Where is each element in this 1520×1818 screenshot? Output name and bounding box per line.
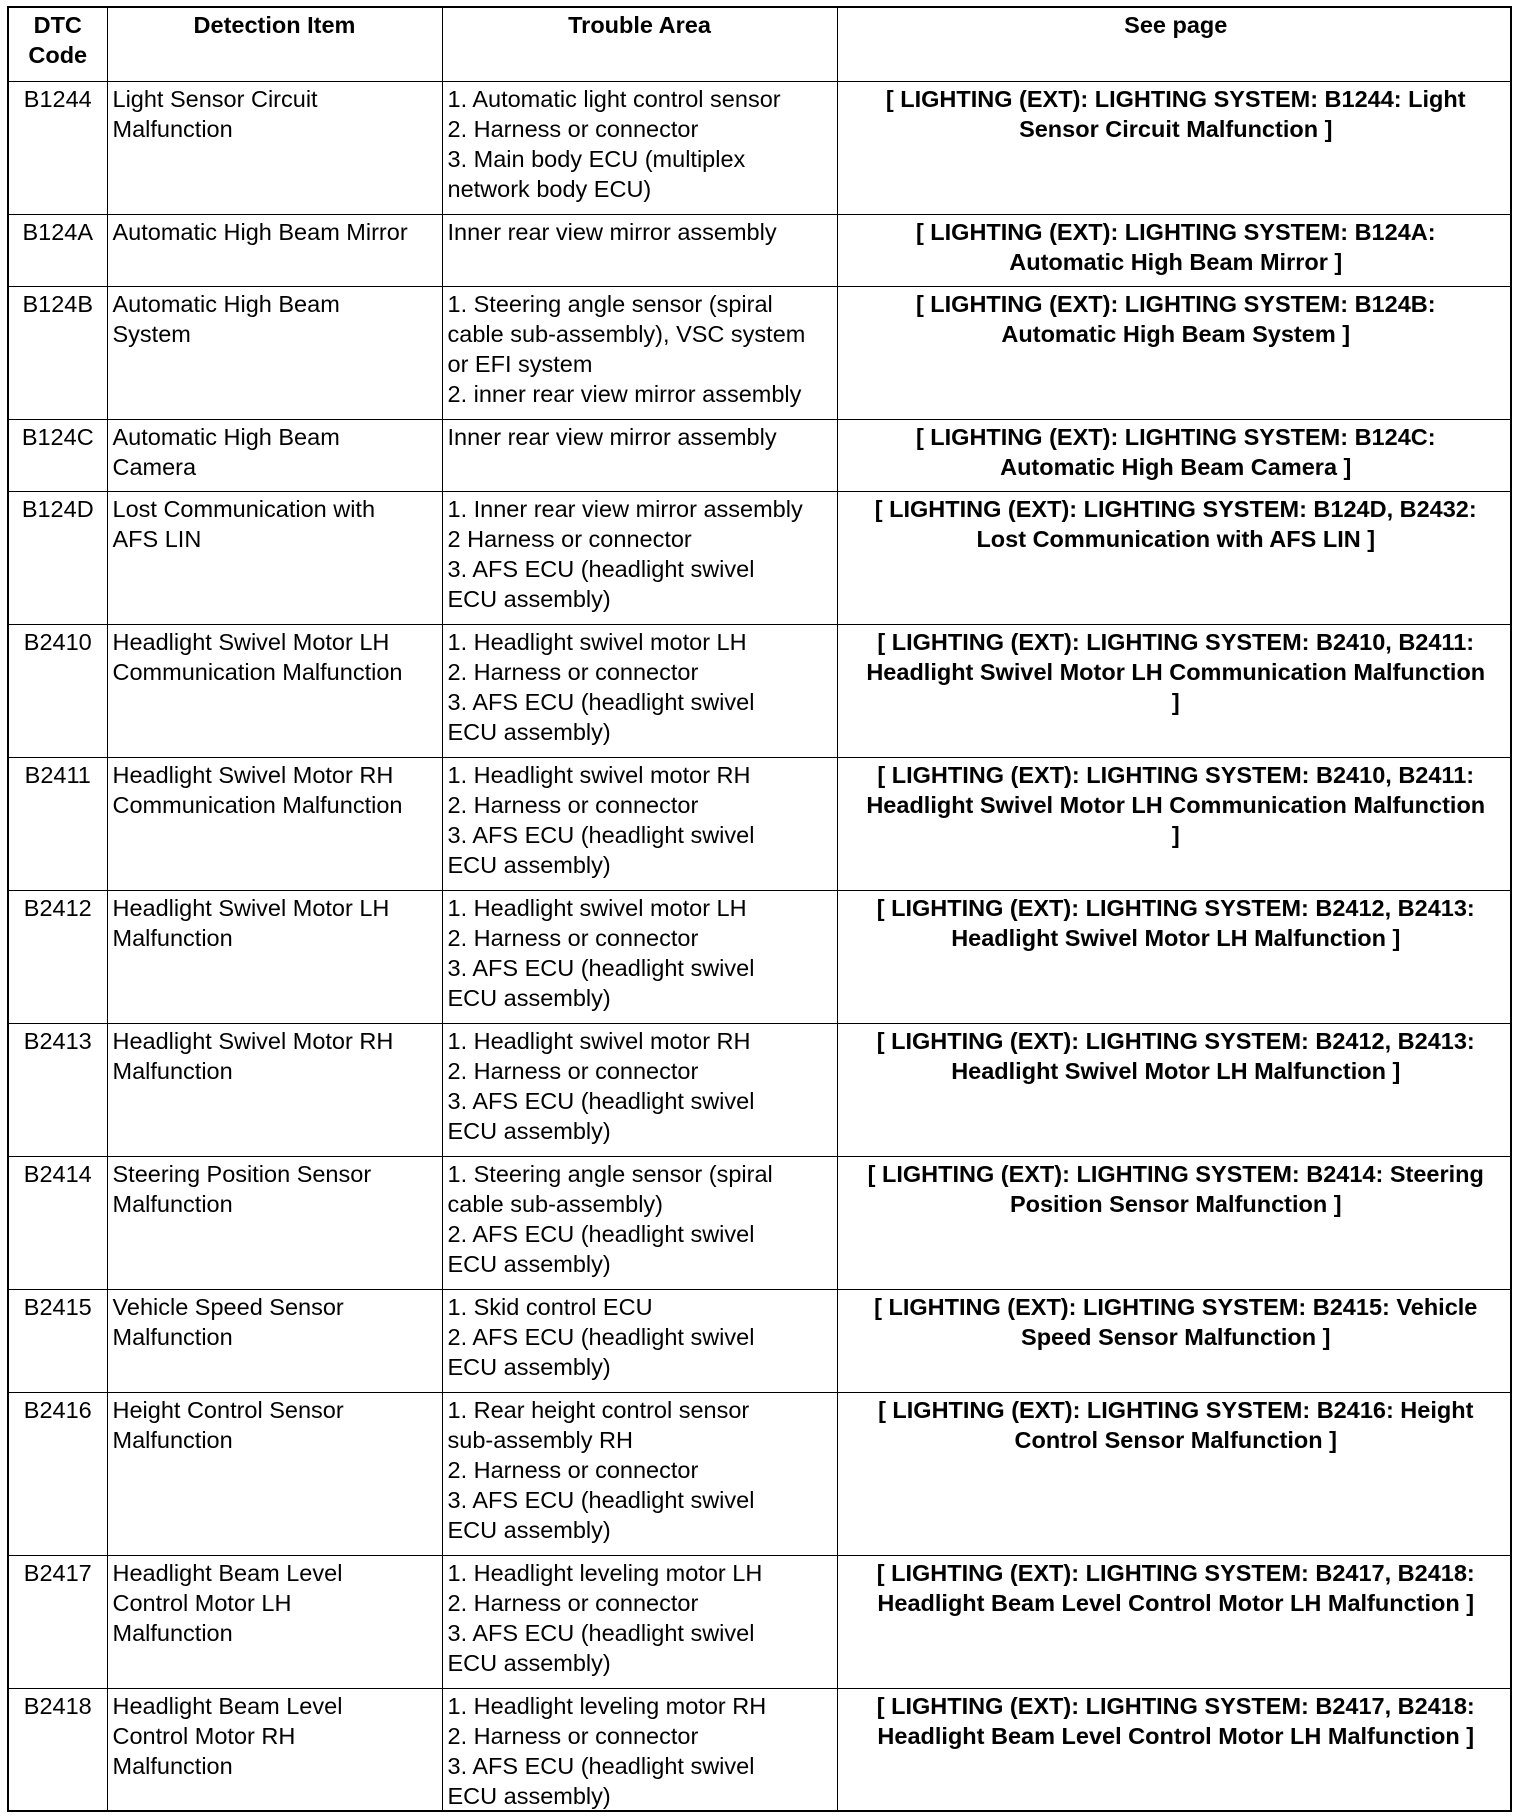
detection-item-cell-line: Malfunction [112,1323,233,1350]
see-page-cell-line: [ LIGHTING (EXT): LIGHTING SYSTEM: B2416: Height [878,1396,1474,1423]
dtc-code-cell: B2411 [9,757,107,890]
trouble-area-cell-line: 1. Steering angle sensor (spiral [447,290,773,317]
trouble-area-cell-line: 1. Headlight swivel motor RH [447,1027,751,1054]
trouble-area-cell-line: 3. AFS ECU (headlight swivel [447,1486,755,1513]
trouble-area-cell [442,81,837,214]
detection-item-cell-line: Lost Communication with [112,495,376,522]
detection-item-cell-line: Automatic High Beam Mirror [112,218,408,245]
see-page-cell [837,491,1512,624]
see-page-cell [837,757,1512,890]
trouble-area-cell [442,1023,837,1156]
detection-item-cell [107,757,442,890]
trouble-area-cell-line: 1. Rear height control sensor [447,1396,750,1423]
see-page-cell-line: Sensor Circuit Malfunction ] [1019,115,1333,142]
trouble-area-cell-line: ECU assembly) [447,1250,611,1277]
see-page-cell-line: [ LIGHTING (EXT): LIGHTING SYSTEM: B2410, B2411: [877,628,1475,655]
trouble-area-cell-line: ECU assembly) [447,585,611,612]
trouble-area-cell-line: ECU assembly) [447,1353,611,1380]
table-row [9,757,1512,890]
trouble-area-cell [442,419,837,491]
dtc-code-cell: B2412 [9,890,107,1023]
detection-item-cell [107,1289,442,1392]
trouble-area-cell-line: 2. Harness or connector [447,924,699,951]
table-row [9,890,1512,1023]
trouble-area-cell [442,286,837,419]
see-page-cell-line: Automatic High Beam System ] [1001,320,1351,347]
detection-item-cell-line: Control Motor RH [112,1722,296,1749]
trouble-area-cell-line: 1. Headlight swivel motor LH [447,628,747,655]
detection-item-cell [107,1023,442,1156]
see-page-cell-line: Automatic High Beam Camera ] [1000,453,1352,480]
see-page-cell-line: [ LIGHTING (EXT): LIGHTING SYSTEM: B2417, B2418: [876,1692,1475,1719]
detection-item-cell-line: System [112,320,191,347]
detection-item-cell-line: Steering Position Sensor [112,1160,372,1187]
see-page-cell [837,1688,1512,1812]
trouble-area-cell-line: 3. AFS ECU (headlight swivel [447,1087,755,1114]
detection-item-cell-line: Headlight Swivel Motor RH [112,761,394,788]
detection-item-cell-line: Headlight Swivel Motor LH [112,628,390,655]
trouble-area-cell-line: 3. AFS ECU (headlight swivel [447,1619,755,1646]
trouble-area-cell-line: 2. Harness or connector [447,1456,699,1483]
trouble-area-cell-line: ECU assembly) [447,984,611,1011]
see-page-cell [837,890,1512,1023]
detection-item-cell [107,419,442,491]
trouble-area-cell-line: 2. AFS ECU (headlight swivel [447,1323,755,1350]
trouble-area-cell [442,214,837,286]
trouble-area-cell [442,890,837,1023]
trouble-area-cell-line: 1. Skid control ECU [447,1293,653,1320]
trouble-area-cell-line: Inner rear view mirror assembly [447,423,777,450]
trouble-area-cell-line: 3. AFS ECU (headlight swivel [447,954,755,981]
detection-item-cell-line: Headlight Swivel Motor LH [112,894,390,921]
table-header-row [9,8,1512,81]
trouble-area-cell-line: 2. Harness or connector [447,791,699,818]
see-page-cell-line: [ LIGHTING (EXT): LIGHTING SYSTEM: B124C: [915,423,1436,450]
trouble-area-cell [442,1392,837,1555]
see-page-cell-line: Headlight Beam Level Control Motor LH Malfunction ] [877,1722,1475,1749]
trouble-area-cell-line: 3. AFS ECU (headlight swivel [447,688,755,715]
see-page-cell-line: [ LIGHTING (EXT): LIGHTING SYSTEM: B124A: [915,218,1436,245]
trouble-area-cell-line: cable sub-assembly), VSC system [447,320,806,347]
table-row [9,419,1512,491]
detection-item-cell-line: Malfunction [112,115,233,142]
see-page-cell [837,1023,1512,1156]
dtc-code-cell: B2415 [9,1289,107,1392]
dtc-code-cell: B124A [9,214,107,286]
see-page-cell-line: ] [1171,821,1180,848]
trouble-area-cell-line: 2. inner rear view mirror assembly [447,380,802,407]
detection-item-cell-line: Automatic High Beam [112,423,340,450]
dtc-code-cell: B124C [9,419,107,491]
detection-item-cell [107,890,442,1023]
detection-item-cell-line: Control Motor LH [112,1589,292,1616]
detection-item-cell-line: Headlight Beam Level [112,1559,343,1586]
table-row [9,214,1512,286]
detection-item-cell-line: Vehicle Speed Sensor [112,1293,344,1320]
trouble-area-cell [442,1289,837,1392]
trouble-area-cell-line: network body ECU) [447,175,652,202]
see-page-cell-line: Headlight Swivel Motor LH Malfunction ] [951,924,1401,951]
trouble-area-cell-line: 1. Headlight swivel motor RH [447,761,751,788]
trouble-area-cell-line: 2 Harness or connector [447,525,692,552]
trouble-area-cell-line: 1. Inner rear view mirror assembly [447,495,803,522]
detection-item-cell-line: Height Control Sensor [112,1396,344,1423]
see-page-cell [837,286,1512,419]
see-page-cell-line: Headlight Beam Level Control Motor LH Malfunction ] [877,1589,1475,1616]
trouble-area-cell-line: Inner rear view mirror assembly [447,218,777,245]
trouble-area-cell-line: 1. Headlight leveling motor RH [447,1692,767,1719]
table-row [9,1156,1512,1289]
trouble-area-cell-line: ECU assembly) [447,718,611,745]
detection-item-cell [107,286,442,419]
trouble-area-cell-line: 2. Harness or connector [447,115,699,142]
see-page-cell-line: [ LIGHTING (EXT): LIGHTING SYSTEM: B2412, B2413: [876,1027,1475,1054]
see-page-cell [837,81,1512,214]
table-row [9,491,1512,624]
trouble-area-cell [442,491,837,624]
see-page-cell-line: [ LIGHTING (EXT): LIGHTING SYSTEM: B124B: [915,290,1436,317]
see-page-cell-line: Position Sensor Malfunction ] [1009,1190,1342,1217]
trouble-area-cell-line: 1. Automatic light control sensor [447,85,781,112]
detection-item-cell-line: AFS LIN [112,525,202,552]
dtc-code-cell: B1244 [9,81,107,214]
trouble-area-cell-line: 3. AFS ECU (headlight swivel [447,1752,755,1779]
table-row [9,624,1512,757]
detection-item-cell [107,1156,442,1289]
detection-item-cell-line: Headlight Swivel Motor RH [112,1027,394,1054]
trouble-area-cell [442,1156,837,1289]
trouble-area-cell-line: ECU assembly) [447,1782,611,1809]
dtc-code-cell: B2414 [9,1156,107,1289]
trouble-area-cell [442,624,837,757]
table-row [9,1023,1512,1156]
see-page-cell-line: [ LIGHTING (EXT): LIGHTING SYSTEM: B2414: Steering [867,1160,1484,1187]
trouble-area-cell-line: ECU assembly) [447,1117,611,1144]
table-row [9,286,1512,419]
header-dtc-code-line-1: DTC [33,12,82,38]
detection-item-cell-line: Malfunction [112,924,233,951]
see-page-cell-line: [ LIGHTING (EXT): LIGHTING SYSTEM: B124D, B2432: [874,495,1477,522]
trouble-area-cell-line: 1. Headlight swivel motor LH [447,894,747,921]
detection-item-cell-line: Light Sensor Circuit [112,85,318,112]
detection-item-cell-line: Automatic High Beam [112,290,340,317]
table-row [9,1392,1512,1555]
detection-item-cell [107,491,442,624]
detection-item-cell-line: Headlight Beam Level [112,1692,343,1719]
header-detection-item: Detection Item [107,8,442,81]
dtc-code-cell: B2410 [9,624,107,757]
detection-item-cell-line: Malfunction [112,1057,233,1084]
see-page-cell [837,1555,1512,1688]
detection-item-cell-line: Communication Malfunction [112,791,403,818]
trouble-area-cell-line: ECU assembly) [447,1649,611,1676]
see-page-cell-line: [ LIGHTING (EXT): LIGHTING SYSTEM: B2410, B2411: [877,761,1475,788]
dtc-code-cell: B2416 [9,1392,107,1555]
detection-item-cell-line: Malfunction [112,1619,233,1646]
trouble-area-cell-line: 3. Main body ECU (multiplex [447,145,746,172]
trouble-area-cell-line: 2. Harness or connector [447,1722,699,1749]
see-page-cell-line: [ LIGHTING (EXT): LIGHTING SYSTEM: B2415: Vehicle [874,1293,1478,1320]
dtc-code-cell: B124D [9,491,107,624]
detection-item-cell-line: Communication Malfunction [112,658,403,685]
see-page-cell-line: Headlight Swivel Motor LH Communication Malfunction [866,658,1486,685]
trouble-area-cell-line: ECU assembly) [447,851,611,878]
see-page-cell-line: Speed Sensor Malfunction ] [1021,1323,1331,1350]
dtc-code-cell: B2418 [9,1688,107,1812]
detection-item-cell [107,1688,442,1812]
table-row [9,1555,1512,1688]
see-page-cell-line: Headlight Swivel Motor LH Communication Malfunction [866,791,1486,818]
see-page-cell [837,1156,1512,1289]
see-page-cell-line: Lost Communication with AFS LIN ] [976,525,1376,552]
trouble-area-cell-line: cable sub-assembly) [447,1190,664,1217]
dtc-code-cell: B2413 [9,1023,107,1156]
detection-item-cell [107,1392,442,1555]
see-page-cell-line: Automatic High Beam Mirror ] [1009,248,1343,275]
trouble-area-cell [442,757,837,890]
see-page-cell-line: [ LIGHTING (EXT): LIGHTING SYSTEM: B1244: Light [885,85,1466,112]
see-page-cell-line: Control Sensor Malfunction ] [1014,1426,1337,1453]
detection-item-cell-line: Camera [112,453,197,480]
see-page-cell [837,419,1512,491]
see-page-cell [837,214,1512,286]
trouble-area-cell [442,1688,837,1812]
dtc-table [9,8,1512,1812]
trouble-area-cell-line: 3. AFS ECU (headlight swivel [447,821,755,848]
trouble-area-cell-line: ECU assembly) [447,1516,611,1543]
detection-item-cell [107,624,442,757]
table-row [9,1289,1512,1392]
table-row [9,81,1512,214]
detection-item-cell-line: Malfunction [112,1752,233,1779]
see-page-cell-line: ] [1171,688,1180,715]
header-see-page: See page [837,8,1512,81]
detection-item-cell [107,81,442,214]
trouble-area-cell-line: 2. Harness or connector [447,1057,699,1084]
header-trouble-area: Trouble Area [442,8,837,81]
table-row [9,1688,1512,1812]
see-page-cell-line: Headlight Swivel Motor LH Malfunction ] [951,1057,1401,1084]
header-dtc-code [9,8,107,81]
trouble-area-cell-line: 1. Steering angle sensor (spiral [447,1160,773,1187]
detection-item-cell-line: Malfunction [112,1426,233,1453]
trouble-area-cell [442,1555,837,1688]
see-page-cell-line: [ LIGHTING (EXT): LIGHTING SYSTEM: B2417, B2418: [876,1559,1475,1586]
dtc-code-cell: B124B [9,286,107,419]
see-page-cell [837,1392,1512,1555]
dtc-code-cell: B2417 [9,1555,107,1688]
trouble-area-cell-line: 3. AFS ECU (headlight swivel [447,555,755,582]
trouble-area-cell-line: 2. Harness or connector [447,658,699,685]
detection-item-cell [107,214,442,286]
detection-item-cell-line: Malfunction [112,1190,233,1217]
trouble-area-cell-line: 2. Harness or connector [447,1589,699,1616]
dtc-table-frame [7,6,1512,1812]
trouble-area-cell-line: 1. Headlight leveling motor LH [447,1559,763,1586]
trouble-area-cell-line: 2. AFS ECU (headlight swivel [447,1220,755,1247]
detection-item-cell [107,1555,442,1688]
see-page-cell [837,624,1512,757]
header-dtc-code-line-2: Code [28,42,88,68]
trouble-area-cell-line: or EFI system [447,350,593,377]
see-page-cell [837,1289,1512,1392]
see-page-cell-line: [ LIGHTING (EXT): LIGHTING SYSTEM: B2412, B2413: [876,894,1475,921]
trouble-area-cell-line: sub-assembly RH [447,1426,633,1453]
